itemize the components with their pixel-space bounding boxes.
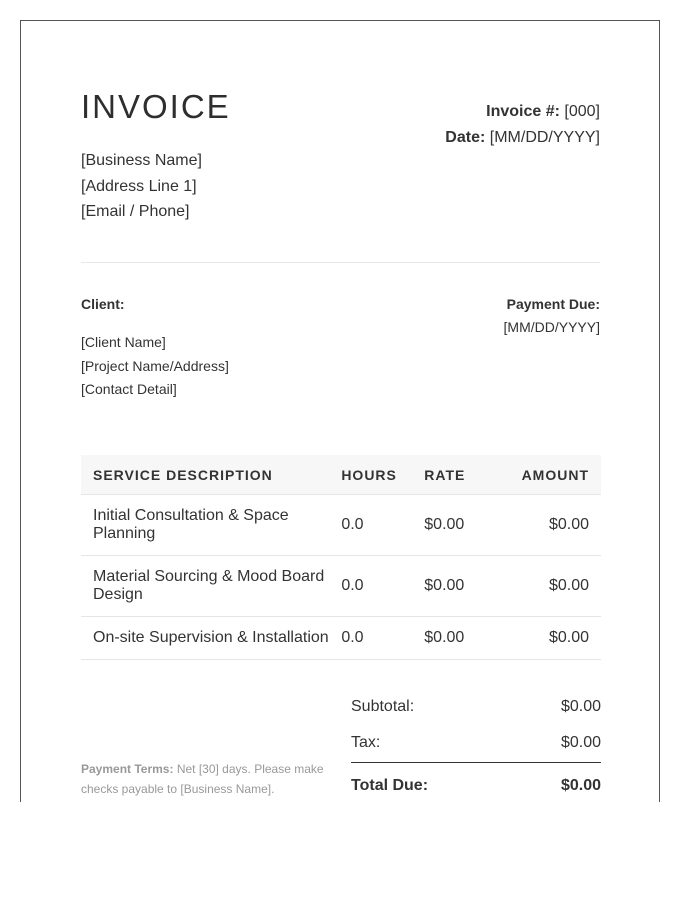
business-info — [81, 148, 202, 225]
row-amount: $0.00 — [505, 617, 601, 660]
invoice-date-label: Date: — [445, 129, 486, 146]
payment-due-date: [MM/DD/YYYY] — [503, 319, 600, 335]
invoice-date-value: [MM/DD/YYYY] — [489, 129, 600, 146]
client-project: [Project Name/Address] — [81, 357, 229, 374]
business-address: [Address Line 1] — [81, 177, 197, 195]
payment-terms — [81, 759, 351, 799]
row-hours: 0.0 — [341, 617, 424, 660]
row-rate: $0.00 — [424, 556, 505, 617]
client-label: Client: — [81, 296, 125, 312]
header-service-description: SERVICE DESCRIPTION — [81, 455, 341, 495]
row-description: On-site Supervision & Installation — [81, 617, 341, 660]
row-rate: $0.00 — [424, 617, 505, 660]
client-name: [Client Name] — [81, 334, 166, 350]
invoice-sheet — [20, 20, 660, 802]
table-row — [81, 495, 601, 556]
table-row — [81, 617, 601, 660]
row-hours: 0.0 — [341, 495, 424, 556]
row-amount: $0.00 — [505, 556, 601, 617]
total-due-label: Total Due: — [351, 777, 429, 794]
services-table — [81, 455, 601, 660]
header-hours: HOURS — [341, 455, 424, 495]
subtotal-row — [351, 696, 601, 732]
invoice-number-value: [000] — [564, 103, 600, 120]
client-contact: [Contact Detail] — [81, 381, 177, 397]
client-info — [81, 331, 229, 402]
header-rate: RATE — [424, 455, 505, 495]
section-divider — [81, 262, 600, 263]
tax-value: $0.00 — [560, 734, 601, 751]
tax-label: Tax: — [351, 734, 381, 751]
totals-block — [351, 696, 601, 802]
row-rate: $0.00 — [424, 495, 505, 556]
header-amount: AMOUNT — [505, 455, 601, 495]
row-description: Material Sourcing & Mood Board Design — [81, 556, 341, 617]
total-due-value: $0.00 — [560, 777, 601, 794]
invoice-meta — [445, 99, 600, 151]
total-due-row — [351, 775, 601, 802]
row-amount: $0.00 — [505, 495, 601, 556]
business-contact: [Email / Phone] — [81, 203, 190, 220]
business-name: [Business Name] — [81, 152, 202, 169]
subtotal-label: Subtotal: — [351, 698, 415, 715]
payment-due — [504, 296, 600, 335]
invoice-number-label: Invoice #: — [486, 103, 560, 120]
invoice-title: INVOICE — [81, 88, 231, 125]
payment-due-label: Payment Due: — [506, 296, 600, 312]
payment-terms-label: Payment Terms: — [81, 762, 174, 776]
table-header-row — [81, 455, 601, 495]
payment-terms-text: Net [30] days. Please make checks payable to [Business Name]. — [81, 762, 324, 796]
table-row — [81, 556, 601, 617]
row-hours: 0.0 — [341, 556, 424, 617]
invoice-date-line — [445, 125, 600, 151]
row-description: Initial Consultation & Space Planning — [81, 495, 341, 556]
subtotal-value: $0.00 — [560, 698, 601, 715]
invoice-number-line — [445, 99, 600, 125]
